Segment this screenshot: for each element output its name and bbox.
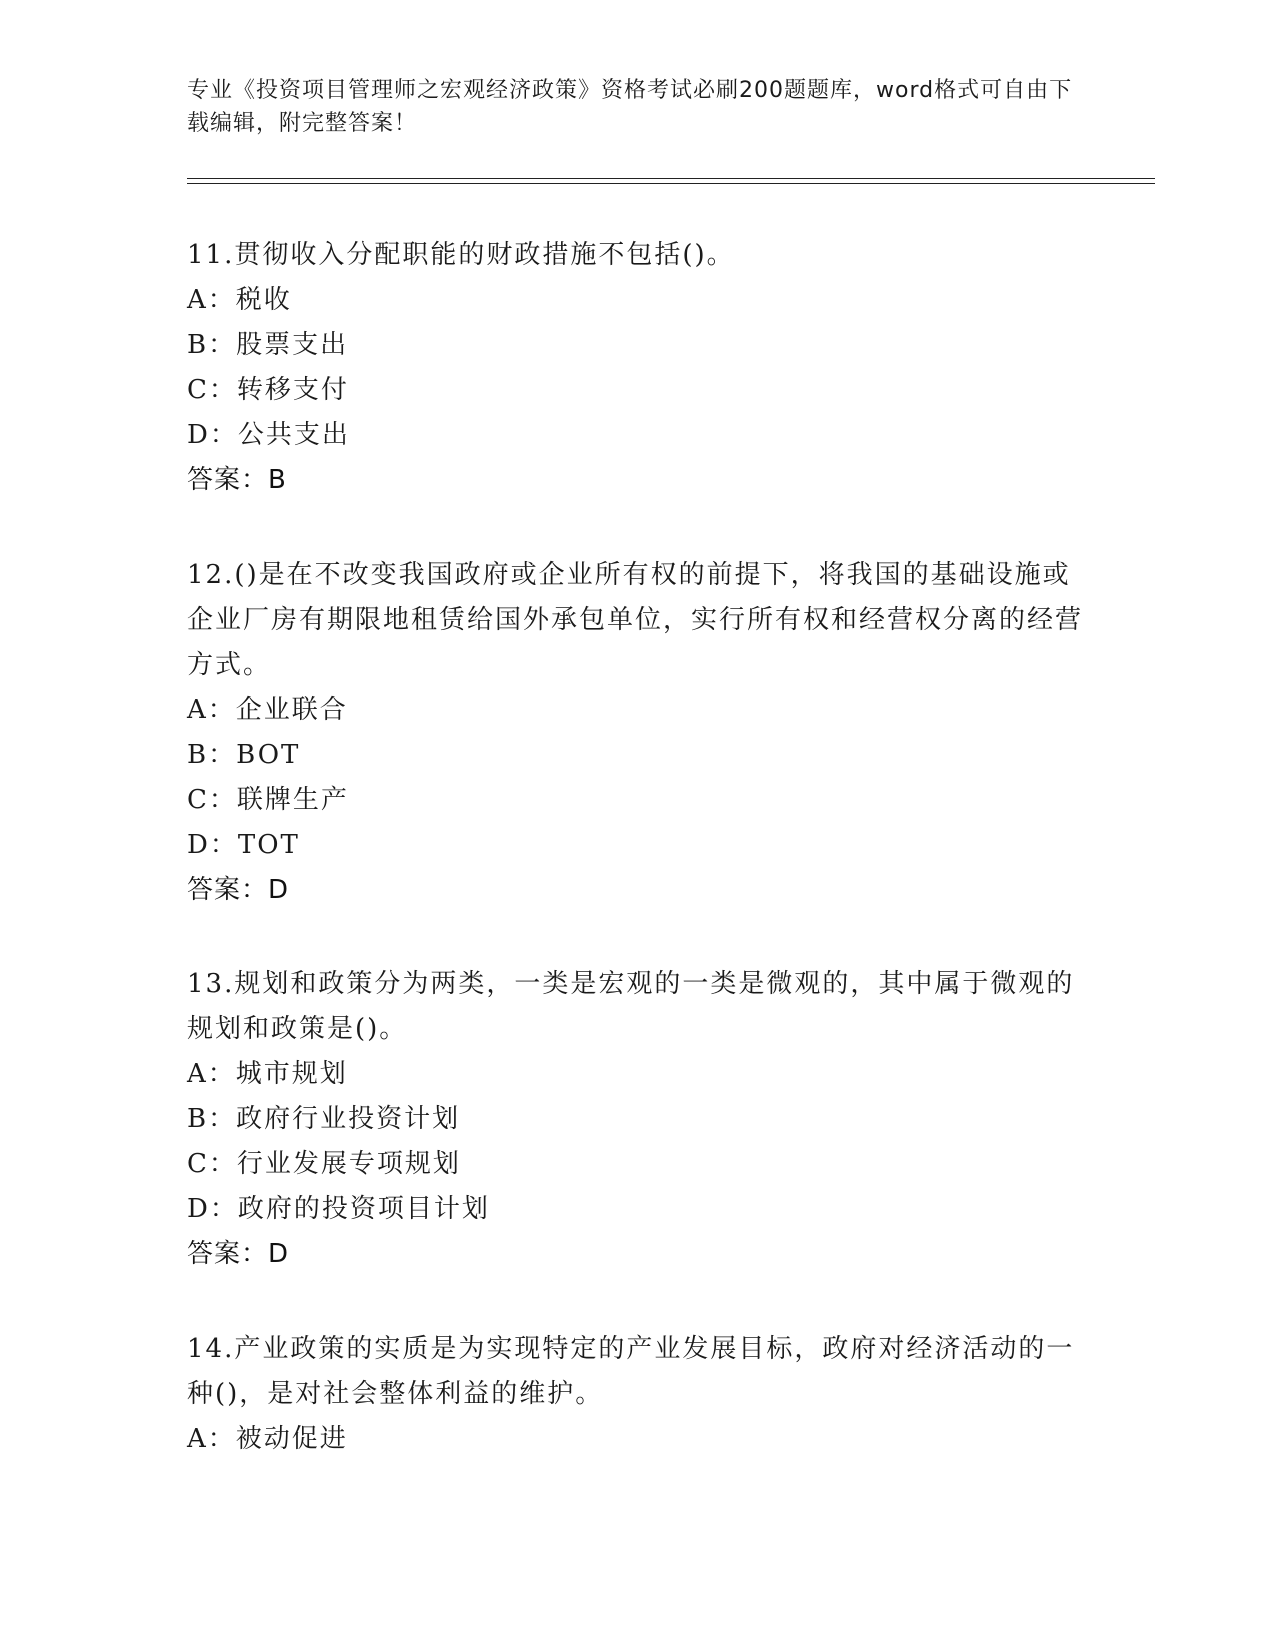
option-letter: D： — [187, 420, 238, 450]
option-a — [187, 1417, 1087, 1462]
option-letter: D： — [187, 1194, 238, 1224]
option-text: 转移支付 — [236, 375, 349, 405]
option-text: 公共支出 — [237, 420, 350, 450]
option-letter: D： — [187, 830, 238, 860]
question-stem: 14.产业政策的实质是为实现特定的产业发展目标，政府对经济活动的一种()，是对社会整体利益的维护。 — [187, 1334, 1075, 1409]
question-13 — [187, 962, 1087, 1277]
option-letter: B： — [187, 740, 237, 770]
option-letter: A： — [187, 1059, 236, 1089]
option-c — [187, 778, 1087, 823]
option-text: 股票支出 — [236, 330, 349, 360]
header-divider-top — [187, 178, 1155, 179]
option-letter: A： — [187, 1424, 236, 1454]
option-text: 政府的投资项目计划 — [237, 1194, 490, 1224]
option-text: 税收 — [235, 285, 292, 315]
option-letter: A： — [187, 695, 236, 725]
option-d — [187, 413, 1087, 458]
option-a — [187, 1052, 1087, 1097]
question-stem: 13.规划和政策分为两类，一类是宏观的一类是微观的，其中属于微观的规划和政策是()。 — [187, 969, 1075, 1044]
option-letter: C： — [187, 375, 237, 405]
option-d — [187, 1187, 1087, 1232]
option-b — [187, 733, 1087, 778]
option-text: 企业联合 — [235, 695, 348, 725]
answer-line: 答案：D — [187, 875, 290, 905]
option-text: 联牌生产 — [236, 785, 349, 815]
answer-line: 答案：B — [187, 465, 287, 495]
option-c — [187, 368, 1087, 413]
option-letter: B： — [187, 1104, 237, 1134]
option-letter: A： — [187, 285, 236, 315]
option-text: 政府行业投资计划 — [236, 1104, 461, 1134]
option-a — [187, 688, 1087, 733]
option-text: 行业发展专项规划 — [236, 1149, 461, 1179]
option-b — [187, 1097, 1087, 1142]
question-12 — [187, 553, 1087, 913]
document-header: 专业《投资项目管理师之宏观经济政策》资格考试必刷200题题库，word格式可自由下载编辑，附完整答案！ — [187, 78, 1073, 136]
header-divider-bottom — [187, 183, 1155, 184]
option-a — [187, 278, 1087, 323]
question-stem: 12.()是在不改变我国政府或企业所有权的前提下，将我国的基础设施或企业厂房有期限地租赁给国外承包单位，实行所有权和经营权分离的经营方式。 — [187, 560, 1084, 680]
option-b — [187, 323, 1087, 368]
option-text: 被动促进 — [235, 1424, 348, 1454]
option-text: BOT — [236, 740, 301, 770]
option-d — [187, 823, 1087, 868]
option-letter: C： — [187, 1149, 237, 1179]
option-text: 城市规划 — [235, 1059, 348, 1089]
question-14 — [187, 1327, 1087, 1462]
answer-line: 答案：D — [187, 1239, 290, 1269]
question-stem: 11.贯彻收入分配职能的财政措施不包括()。 — [187, 240, 735, 270]
option-letter: C： — [187, 785, 237, 815]
option-text: TOT — [237, 830, 300, 860]
question-11 — [187, 233, 1087, 503]
option-letter: B： — [187, 330, 237, 360]
option-c — [187, 1142, 1087, 1187]
